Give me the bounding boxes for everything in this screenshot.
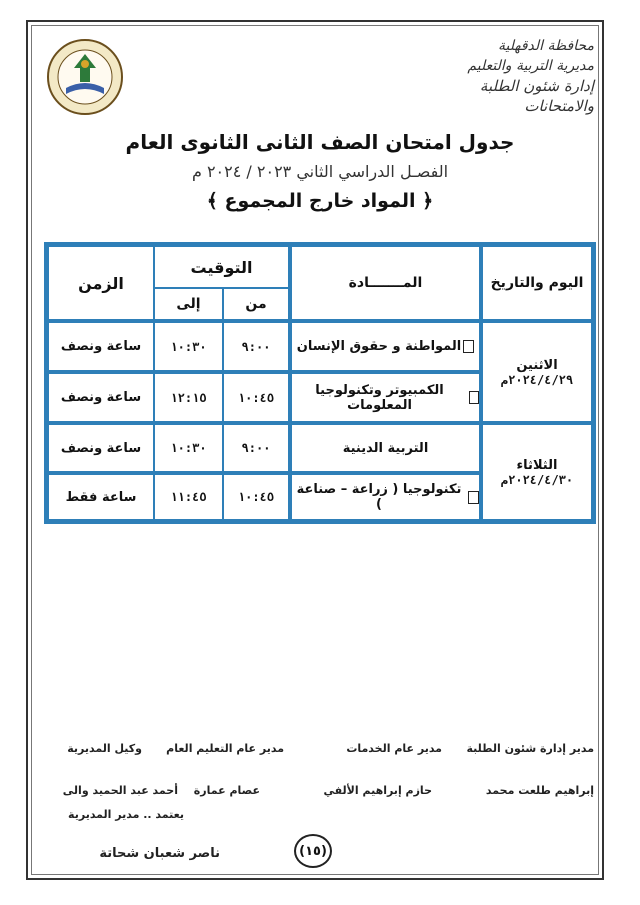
subject-name: الكمبيوتر وتكنولوجيا المعلومات <box>315 382 444 413</box>
page-title: جدول امتحان الصف الثانى الثانوى العام <box>125 130 515 154</box>
header-duration: الزمن <box>47 245 155 321</box>
subject-cell <box>290 372 481 423</box>
authority-header <box>424 36 594 116</box>
day-tuesday <box>481 423 593 521</box>
checkbox-icon <box>469 391 479 404</box>
header-day: اليوم والتاريخ <box>481 245 593 321</box>
header-timing: التوقيت <box>153 245 290 289</box>
duration-cell: ساعة فقط <box>47 473 155 521</box>
time-to: ١٢:١٥ <box>153 372 224 423</box>
subject-name: المواطنة و حقوق الإنسان <box>296 339 462 354</box>
subject-name: التربية الدينية <box>342 440 429 456</box>
page-number: (١٥) <box>294 834 332 868</box>
time-from: ١٠:٤٥ <box>222 372 290 423</box>
signature-title: وكيل المديرية <box>67 742 142 755</box>
signature-title: مدير عام الخدمات <box>346 742 442 755</box>
checkbox-icon <box>463 340 474 353</box>
header-to: إلى <box>153 287 224 321</box>
time-to: ١٠:٣٠ <box>153 321 224 372</box>
subject-name: تكنولوجيا ( زراعة – صناعة ) <box>296 482 462 512</box>
signature-name: إبراهيم طلعت محمد <box>485 784 594 797</box>
day-name: الاثنين <box>516 357 558 373</box>
signature-title: مدير إدارة شئون الطلبة <box>466 742 594 755</box>
header-subject: المـــــــادة <box>290 245 481 321</box>
duration-cell: ساعة ونصف <box>47 321 155 372</box>
time-from: ٩:٠٠ <box>222 423 290 473</box>
directorate-logo <box>46 38 124 116</box>
signature-name: أحمد عبد الحميد والى <box>62 784 178 797</box>
day-name: الثلاثاء <box>516 457 558 473</box>
director-name: ناصر شعبان شحاتة <box>99 846 220 861</box>
signature-name: حازم إبراهيم الألفي <box>323 784 432 797</box>
signature-title: مدير عام التعليم العام <box>166 742 284 755</box>
term-line: الفصـل الدراسي الثاني ٢٠٢٣ / ٢٠٢٤ م <box>191 162 449 181</box>
subject-cell <box>290 473 481 521</box>
directorate-name: مديرية التربية والتعليم <box>467 58 594 74</box>
subject-cell <box>290 423 481 473</box>
time-to: ١١:٤٥ <box>153 473 224 521</box>
day-date: ٢٠٢٤/٤/٣٠م <box>500 472 574 487</box>
signature-name: عصام عمارة <box>193 784 260 797</box>
subtitle: ﴿ المواد خارج المجموع ﴾ <box>206 190 434 212</box>
governorate-name: محافظة الدقهلية <box>498 38 594 54</box>
exam-schedule-table <box>44 242 596 524</box>
approval-label: يعتمد .. مدير المديرية <box>68 808 184 821</box>
time-from: ٩:٠٠ <box>222 321 290 372</box>
subject-cell <box>290 321 481 372</box>
day-monday <box>481 321 593 423</box>
time-to: ١٠:٣٠ <box>153 423 224 473</box>
duration-cell: ساعة ونصف <box>47 372 155 423</box>
duration-cell: ساعة ونصف <box>47 423 155 473</box>
header-from: من <box>222 287 290 321</box>
time-from: ١٠:٤٥ <box>222 473 290 521</box>
department-name: إدارة شئون الطلبة والامتحانات <box>479 77 594 115</box>
day-date: ٢٠٢٤/٤/٢٩م <box>500 372 574 387</box>
checkbox-icon <box>468 491 479 504</box>
